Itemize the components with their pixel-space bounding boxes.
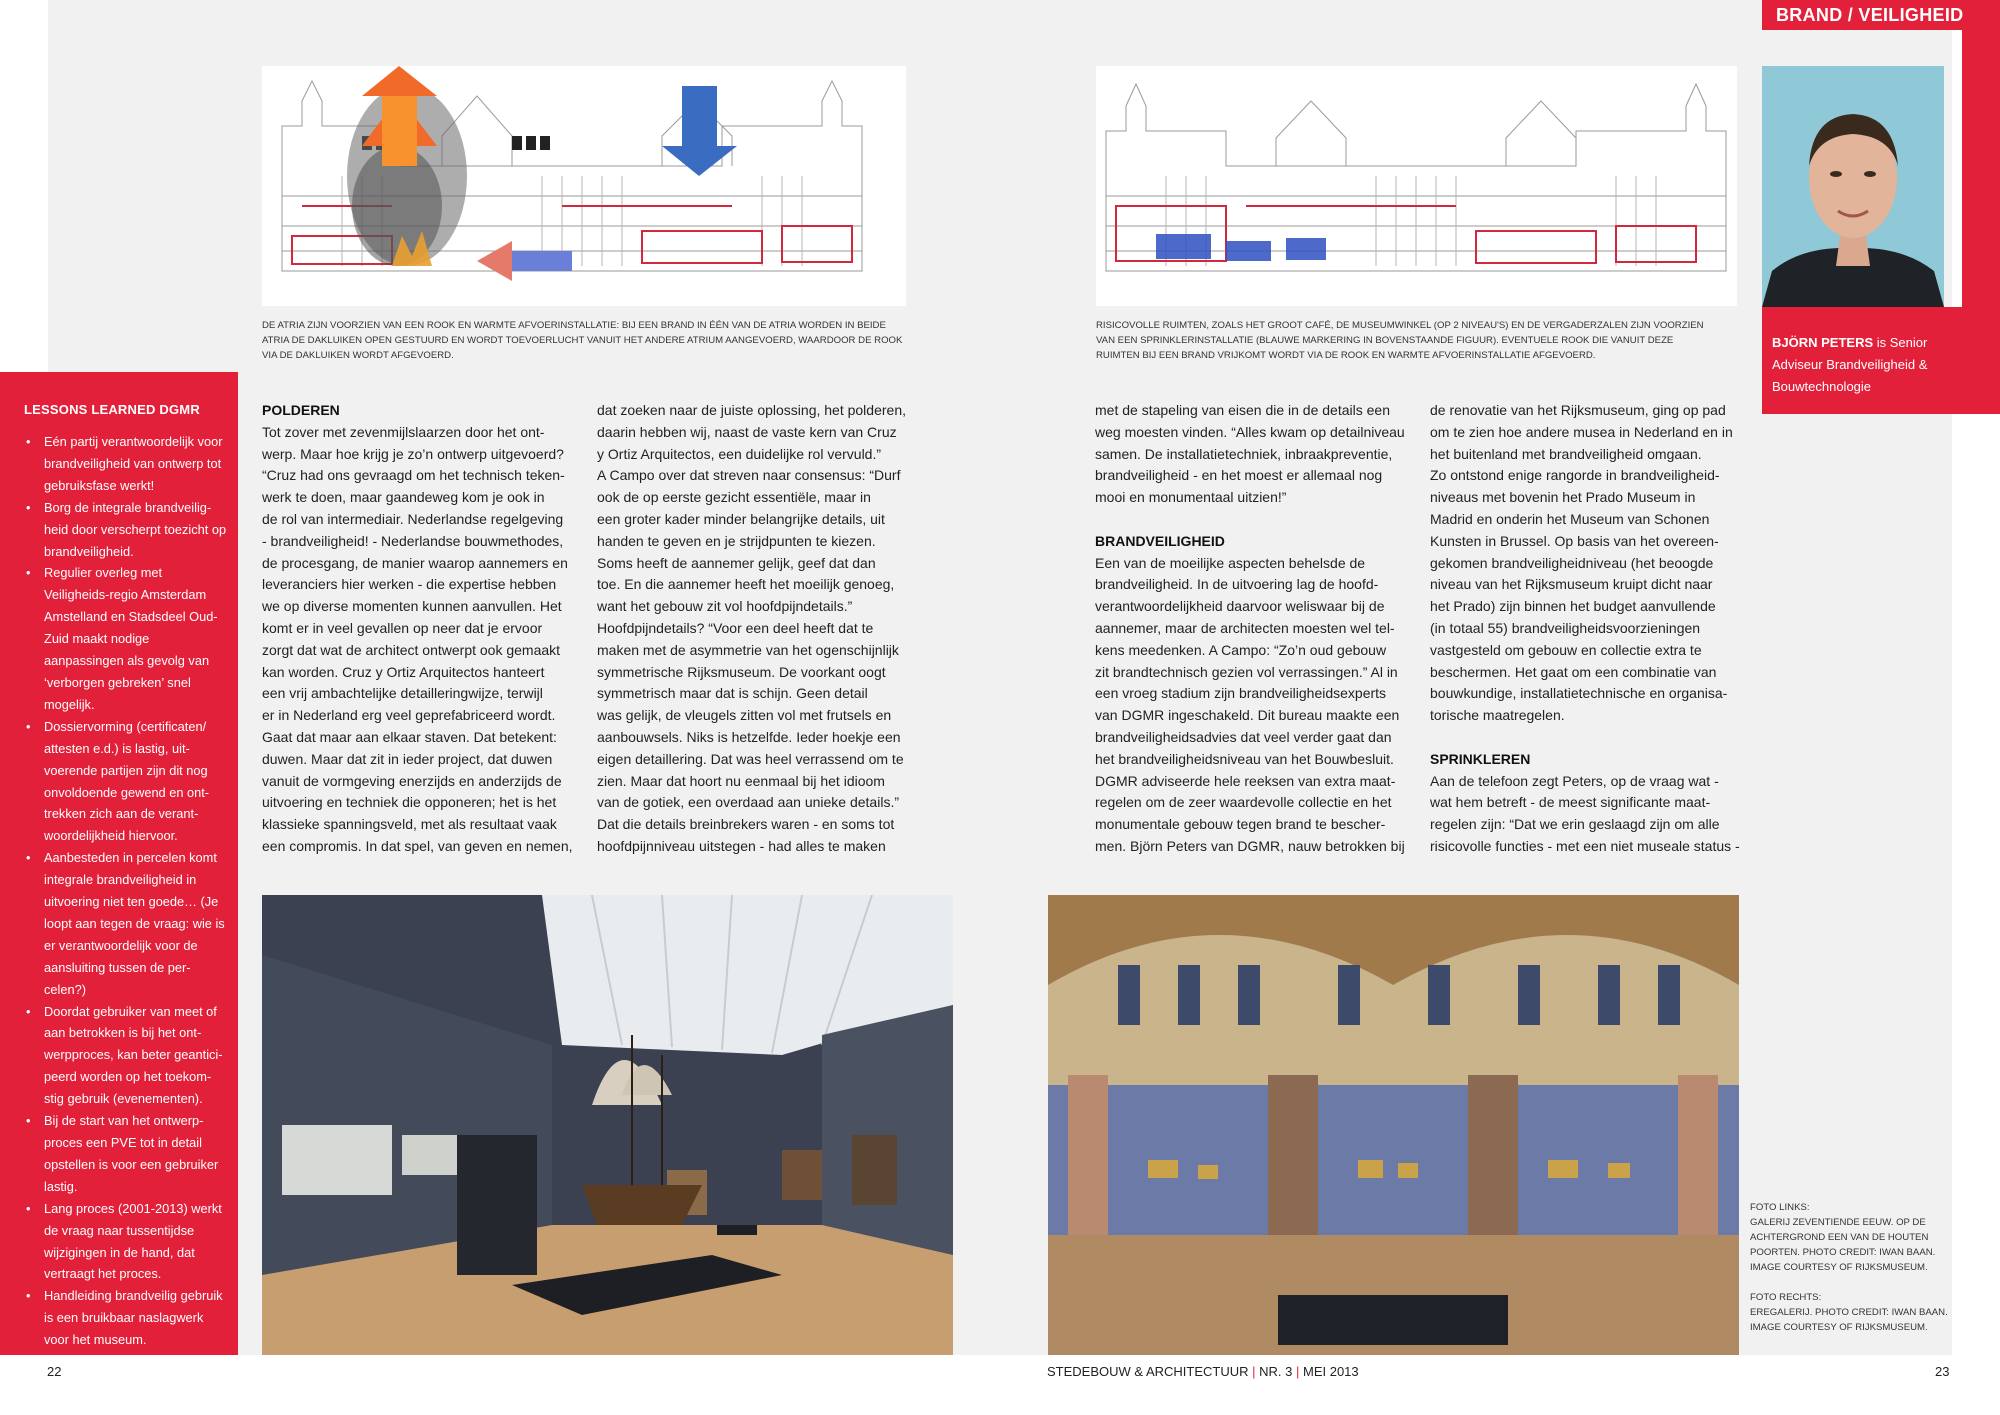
body-text-line: bouwkundige, installatietechnische en organisa- bbox=[1430, 685, 1728, 702]
list-item: • Lang proces (2001-2013) werkt de vraag naar tussentijdse wijzigingen in de hand, dat vertraagt het proces. bbox=[24, 1198, 230, 1286]
building-section-sprinkler-drawing bbox=[1096, 66, 1737, 306]
body-text-line: de renovatie van het Rijksmuseum, ging op pad bbox=[1430, 402, 1726, 418]
body-text-line: vastgesteld om gebouw en collectie extra te bbox=[1430, 641, 1702, 658]
photo-left-label: FOTO LINKS: bbox=[1750, 1202, 1810, 1213]
article-column-1 bbox=[262, 400, 582, 858]
body-text-line: monumentale gebouw tegen brand te bescher- bbox=[1095, 816, 1386, 833]
body-text-line: zit brandtechnisch gezien vol verrassingen.” Al in bbox=[1095, 663, 1398, 680]
body-text-line: uitvoering en techniek die opponeren; het is het bbox=[262, 794, 557, 811]
body-text-line: Aan de telefoon zegt Peters, op de vraag wat - bbox=[1430, 772, 1719, 789]
section-heading-polderen: POLDEREN bbox=[262, 402, 340, 418]
body-text-line: brandveiligheidsadvies dat veel verder gaat dan bbox=[1095, 728, 1392, 745]
body-text-line: eigen detaillering. Dat was heel verrassend om te bbox=[597, 750, 904, 767]
section-tag: BRAND / VEILIGHEID bbox=[1762, 0, 2000, 30]
list-item: • Borg de integrale brandveilig-heid door verscherpt toezicht op brandveiligheid. bbox=[24, 497, 230, 563]
body-text-line: een vroeg stadium zijn brandveiligheidsexperts bbox=[1095, 685, 1387, 702]
section-diagram-left bbox=[262, 66, 906, 306]
bio-line-1 bbox=[1772, 332, 1954, 354]
column-4-text-top bbox=[1430, 400, 1755, 727]
list-item: • Eén partij verantwoordelijk voor brandveiligheid van ontwerp tot gebruiksfase werkt! bbox=[24, 431, 230, 497]
body-text-line: Kunsten in Brussel. Op basis van het overeen- bbox=[1430, 532, 1719, 549]
photo-right-line-2: IMAGE COURTESY OF RIJKSMUSEUM. bbox=[1750, 1322, 1928, 1333]
body-text-line: met de stapeling van eisen die in de details een bbox=[1095, 402, 1390, 418]
body-text-line: het buitenland met brandveiligheid omgaan. bbox=[1430, 445, 1702, 462]
photo-left-line-3: POORTEN. PHOTO CREDIT: IWAN BAAN. bbox=[1750, 1247, 1936, 1258]
body-text-line: Soms heeft de aannemer gelijk, geef dat dan bbox=[597, 554, 876, 571]
body-text-line: toe. En die aannemer heeft het moeilijk genoeg, bbox=[597, 576, 895, 593]
photo-honour-gallery bbox=[1048, 895, 1739, 1355]
body-text-line: een groter kader minder belangrijke details, uit bbox=[597, 510, 885, 527]
body-text-line: het brandveiligheidsniveau van het Bouwbesluit. bbox=[1095, 750, 1394, 767]
bio-name: BJÖRN PETERS bbox=[1772, 335, 1874, 350]
body-text-line: torische maatregelen. bbox=[1430, 707, 1565, 724]
body-text-line: kan worden. Cruz y Ortiz Arquitectos hanteert bbox=[262, 663, 545, 680]
paragraph-spacer bbox=[1095, 509, 1415, 531]
issue-number: NR. 3 bbox=[1259, 1364, 1293, 1379]
body-text-line: Tot zover met zevenmijlslaarzen door het ont- bbox=[262, 423, 545, 440]
article-column-4 bbox=[1430, 400, 1755, 858]
column-3-text-bottom bbox=[1095, 553, 1415, 858]
photo-right-label: FOTO RECHTS: bbox=[1750, 1292, 1822, 1303]
body-text-line: y Ortiz Arquitectos, een duidelijke rol vervuld.” bbox=[597, 445, 882, 462]
photo-right-line-1: EREGALERIJ. PHOTO CREDIT: IWAN BAAN. bbox=[1750, 1307, 1948, 1318]
footer-divider: | bbox=[1296, 1364, 1303, 1379]
body-text-line: hoofdpijnniveau uitstegen - had alles te maken bbox=[597, 837, 886, 854]
body-text-line: Madrid en onderin het Museum van Schonen bbox=[1430, 510, 1710, 527]
photo-gallery-seventeenth-century bbox=[262, 895, 953, 1355]
body-text-line: handen te geven en je strijdpunten te kiezen. bbox=[597, 532, 876, 549]
section-heading-brandveiligheid: BRANDVEILIGHEID bbox=[1095, 532, 1225, 549]
body-text-line: symmetrisch maar dat is schijn. Geen detail bbox=[597, 685, 868, 702]
lessons-list bbox=[24, 431, 230, 1351]
column-4-text-bottom bbox=[1430, 771, 1755, 858]
museum-eregalerij-image bbox=[1048, 895, 1739, 1355]
body-text-line: weg moesten vinden. “Alles kwam op detailniveau bbox=[1095, 423, 1405, 440]
body-text-line: regelen om de zeer waardevolle collectie en het bbox=[1095, 794, 1392, 811]
page-number-left: 22 bbox=[47, 1364, 62, 1379]
paragraph-spacer bbox=[1430, 727, 1755, 749]
body-text-line: klassieke spanningsveld, met als resultaat vaak bbox=[262, 816, 557, 833]
building-section-smoke-drawing bbox=[262, 66, 906, 306]
page-number-right: 23 bbox=[1935, 1364, 1950, 1379]
body-text-line: de procesgang, de manier waarop aannemers en bbox=[262, 554, 568, 571]
body-text-line: - brandveiligheid! - Nederlandse bouwmethodes, bbox=[262, 532, 564, 549]
body-text-line: regelen zijn: “Dat we erin geslaagd zijn om alle bbox=[1430, 816, 1720, 833]
body-text-line: gekomen brandveiligheidniveau (het beoogde bbox=[1430, 554, 1714, 571]
body-text-line: een vrij ambachtelijke detailleringwijze, terwijl bbox=[262, 685, 543, 702]
body-text-line: want het gebouw zit vol hoofdpijndetails.” bbox=[597, 598, 853, 615]
photo-left-line-2: ACHTERGROND EEN VAN DE HOUTEN bbox=[1750, 1232, 1929, 1243]
body-text-line: Dat die details breinbrekers waren - en soms tot bbox=[597, 816, 895, 833]
lessons-learned-sidebar bbox=[0, 372, 238, 1355]
body-text-line: wat hem betreft - de meest significante maat- bbox=[1430, 794, 1711, 811]
body-text-line: niveau van het Rijksmuseum kruipt dicht naar bbox=[1430, 576, 1713, 593]
body-text-line: Gaat dat maar aan elkaar staven. Dat betekent: bbox=[262, 728, 557, 745]
body-text-line: vanuit de vormgeving enerzijds en anderzijds de bbox=[262, 772, 562, 789]
footer-divider: | bbox=[1252, 1364, 1260, 1379]
list-item: • Handleiding brandveilig gebruik is een bruikbaar naslagwerk voor het museum. bbox=[24, 1285, 230, 1351]
bio-role-3: Bouwtechnologie bbox=[1772, 379, 1872, 394]
column-2-text bbox=[597, 400, 917, 858]
issue-date: MEI 2013 bbox=[1303, 1364, 1359, 1379]
list-item: • Bij de start van het ontwerp-proces een PVE tot in detail opstellen is voor een gebruiker lastig. bbox=[24, 1110, 230, 1198]
body-text-line: van de gotiek, een overdaad aan unieke details.” bbox=[597, 794, 899, 811]
bio-role-1: is Senior bbox=[1873, 335, 1928, 350]
sidebar-title: LESSONS LEARNED DGMR bbox=[24, 402, 200, 417]
portrait-photo bbox=[1762, 66, 1944, 307]
body-text-line: we op diverse momenten kunnen aanvullen. Het bbox=[262, 598, 562, 615]
author-bio bbox=[1762, 307, 1962, 414]
body-text-line: brandveiligheid - en het moest er allemaal nog bbox=[1095, 467, 1383, 484]
body-text-line: de rol van intermediair. Nederlandse regelgeving bbox=[262, 510, 564, 527]
diagram-caption-right: RISICOVOLLE RUIMTEN, ZOALS HET GROOT CAFÉ, DE MUSEUMWINKEL (OP 2 NIVEAU'S) EN DE VERGADERZALEN ZIJN VOORZIEN VAN EEN SPRINKLERINSTALLATIE (BLAUWE MARKERING IN BOVENSTAANDE FIGUUR). EVENTUELE ROOK DIE VANUIT DEZE RUIMTEN BIJ EEN BRAND VRIJKOMT WORDT VIA DE ROOK EN WARMTE AFVOERINSTALLATIE AFGEVOERD. bbox=[1096, 320, 1704, 361]
body-text-line: zorgt dat wat de architect ontwerpt ook gemaakt bbox=[262, 641, 561, 658]
body-text-line: DGMR adviseerde hele reeksen van extra maat- bbox=[1095, 772, 1396, 789]
body-text-line: aannemer, maar de architecten moesten wel tel- bbox=[1095, 619, 1395, 636]
body-text-line: “Cruz had ons gevraagd om het technisch teken- bbox=[262, 467, 565, 484]
body-text-line: Hoofdpijndetails? “Voor een deel heeft dat te bbox=[597, 619, 874, 636]
body-text-line: dat zoeken naar de juiste oplossing, het polderen, bbox=[597, 402, 906, 418]
body-text-line: kens meedenken. A Campo: “Zo’n oud gebouw bbox=[1095, 641, 1387, 658]
body-text-line: komt er in veel gevallen op neer dat je ervoor bbox=[262, 619, 543, 636]
bio-role-2: Adviseur Brandveiligheid & bbox=[1772, 357, 1928, 372]
museum-ship-gallery-image bbox=[262, 895, 953, 1355]
body-text-line: om te zien hoe andere musea in Nederland en in bbox=[1430, 423, 1733, 440]
body-text-line: samen. De installatietechniek, inbraakpreventie, bbox=[1095, 445, 1393, 462]
body-text-line: leveranciers hier werken - die expertise hebben bbox=[262, 576, 557, 593]
section-diagram-right bbox=[1096, 66, 1737, 306]
body-text-line: een compromis. In dat spel, van geven en nemen, bbox=[262, 837, 573, 854]
body-text-line: daarin hebben wij, naast de vaste kern van Cruz bbox=[597, 423, 897, 440]
body-text-line: was gelijk, de vleugels zitten vol met frutsels en bbox=[597, 707, 892, 724]
article-column-2 bbox=[597, 400, 917, 858]
body-text-line: brandveiligheid. In de uitvoering lag de hoofd- bbox=[1095, 576, 1379, 593]
photo-left-line-4: IMAGE COURTESY OF RIJKSMUSEUM. bbox=[1750, 1262, 1928, 1273]
column-1-text bbox=[262, 422, 582, 858]
body-text-line: men. Björn Peters van DGMR, nauw betrokken bij bbox=[1095, 837, 1405, 854]
body-text-line: er in Nederland erg veel geprefabriceerd wordt. bbox=[262, 707, 556, 724]
list-item: • Dossiervorming (certificaten/ attesten e.d.) is lastig, uit-voerende partijen zijn dit nog onvoldoende gewend en ont-trekken zich aan de verant-woordelijkheid hiervoor. bbox=[24, 716, 230, 847]
caption-spacer bbox=[1750, 1275, 1950, 1290]
body-text-line: werk te doen, maar gaandeweg kom je ook in bbox=[262, 489, 545, 506]
photo-credits bbox=[1750, 1200, 1950, 1335]
footer-band bbox=[0, 1355, 2000, 1415]
body-text-line: het Prado) zijn binnen het budget aanvullende bbox=[1430, 598, 1716, 615]
body-text-line: symmetrische Rijksmuseum. De voorkant oogt bbox=[597, 663, 886, 680]
body-text-line: A Campo over dat streven naar consensus: “Durf bbox=[597, 467, 901, 484]
body-text-line: (in totaal 55) brandveiligheidsvoorzieningen bbox=[1430, 619, 1701, 636]
body-text-line: beschermen. Het gaat om een combinatie van bbox=[1430, 663, 1717, 680]
body-text-line: mooi en monumentaal uitzien!” bbox=[1095, 489, 1287, 506]
list-item: • Aanbesteden in percelen komt integrale brandveiligheid in uitvoering niet ten goede… (Je loopt aan tegen de vraag: wie is er verantwoordelijk voor de aansluiting tussen de per-celen?) bbox=[24, 847, 230, 1000]
diagram-caption-left: DE ATRIA ZIJN VOORZIEN VAN EEN ROOK EN WARMTE AFVOERINSTALLATIE: BIJ EEN BRAND IN ÉÉN VAN DE ATRIA WORDEN IN BEIDE ATRIA DE DAKLUIKEN OPEN GESTUURD EN WORDT TOEVOERLUCHT VANUIT HET ANDERE ATRIUM AANGEVOERD, WAARDOOR DE ROOK VIA DE DAKLUIKEN WORDT AFGEVOERD. bbox=[262, 320, 903, 361]
body-text-line: verantwoordelijkheid daarvoor weliswaar bij de bbox=[1095, 598, 1385, 615]
body-text-line: van DGMR ingeschakeld. Dit bureau maakte een bbox=[1095, 707, 1400, 724]
body-text-line: werp. Maar hoe krijg je zo’n ontwerp uitgevoerd? bbox=[262, 445, 564, 462]
body-text-line: duwen. Maar dat zit in ieder project, dat duwen bbox=[262, 750, 553, 767]
magazine-footer bbox=[1047, 1364, 1359, 1379]
column-3-text-top bbox=[1095, 400, 1415, 509]
section-heading-sprinkleren: SPRINKLEREN bbox=[1430, 750, 1531, 767]
photo-left-line-1: GALERIJ ZEVENTIENDE EEUW. OP DE bbox=[1750, 1217, 1926, 1228]
body-text-line: ook de op eerste gezicht essentiële, maar in bbox=[597, 489, 871, 506]
body-text-line: niveaus met bovenin het Prado Museum in bbox=[1430, 489, 1696, 506]
list-item: • Regulier overleg met Veiligheids-regio Amsterdam Amstelland en Stadsdeel Oud-Zuid maakt nodige aanpassingen als gevolg van ‘verborgen gebreken’ snel mogelijk. bbox=[24, 562, 230, 715]
body-text-line: maken met de asymmetrie van het ogenschijnlijk bbox=[597, 641, 899, 658]
body-text-line: Een van de moeilijke aspecten behelsde de bbox=[1095, 554, 1366, 571]
body-text-line: Zo ontstond enige rangorde in brandveiligheid- bbox=[1430, 467, 1720, 484]
body-text-line: risicovolle functies - met een niet museale status - bbox=[1430, 837, 1740, 854]
list-item: • Doordat gebruiker van meet of aan betrokken is bij het ont-werpproces, kan beter geantici-peerd worden op het toekom-stig gebruik (evenementen). bbox=[24, 1001, 230, 1111]
body-text-line: zien. Maar dat hoort nu eenmaal bij het idioom bbox=[597, 772, 885, 789]
magazine-name: STEDEBOUW & ARCHITECTUUR bbox=[1047, 1364, 1249, 1379]
article-column-3 bbox=[1095, 400, 1415, 858]
portrait-image bbox=[1762, 66, 1944, 307]
accent-edge bbox=[1962, 30, 2000, 414]
body-text-line: aanbouwsels. Niks is hetzelfde. Ieder hoekje een bbox=[597, 728, 901, 745]
